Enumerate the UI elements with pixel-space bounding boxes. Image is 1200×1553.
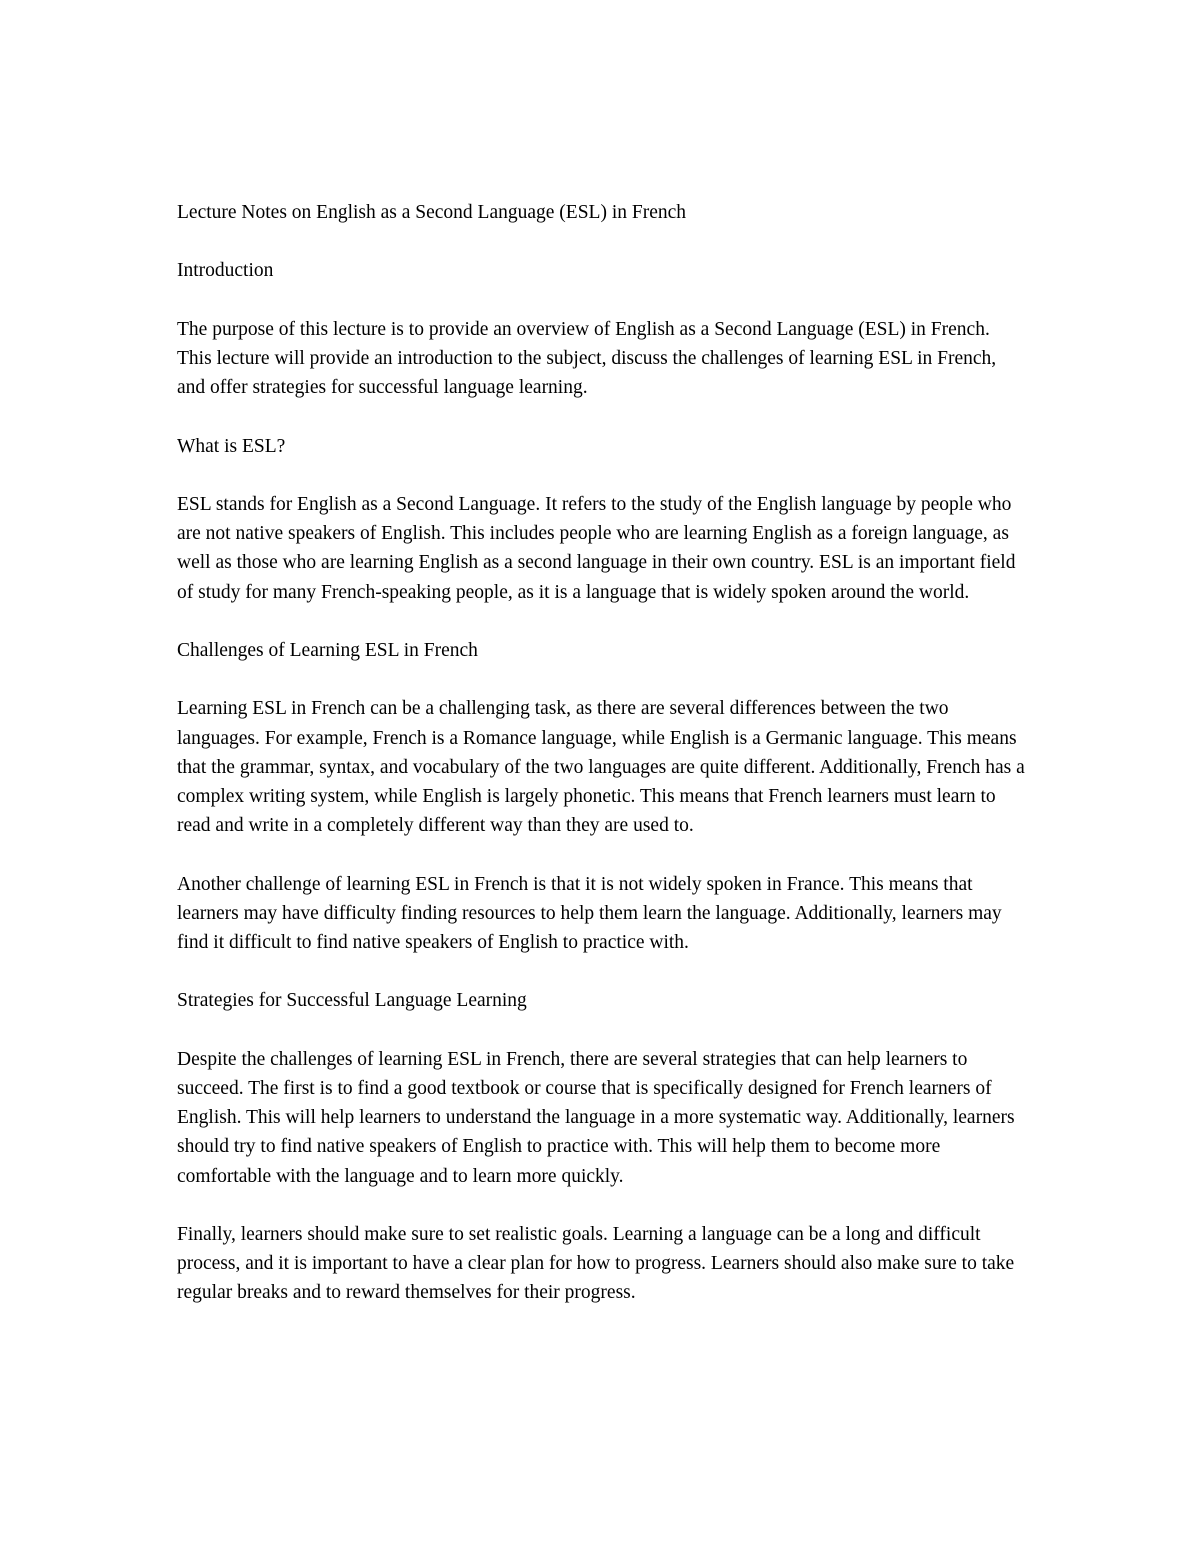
paragraph-strategies-1: Despite the challenges of learning ESL in French, there are several strategies that can help learners to succeed. The first is to find a good textbook or course that is specifically designed for French learners of English. This will help learners to understand the language in a more systematic way. Additionally, learners should try to find native speakers of English to practice with. This will help them to become more comfortable with the language and to learn more quickly.	[177, 1048, 1015, 1187]
document-title: Lecture Notes on English as a Second Language (ESL) in French	[177, 202, 687, 223]
document-body	[177, 198, 1025, 1337]
paragraph-challenges-1: Learning ESL in French can be a challenging task, as there are several differences between the two languages. For example, French is a Romance language, while English is a Germanic language. This means that the grammar, syntax, and vocabulary of the two languages are quite different. Additionally, French has a complex writing system, while English is largely phonetic. This means that French learners must learn to read and write in a completely different way than they are used to.	[177, 698, 1025, 837]
section-heading-what-is-esl: What is ESL?	[177, 435, 286, 457]
paragraph-strategies-2: Finally, learners should make sure to set realistic goals. Learning a language can be a long and difficult process, and it is important to have a clear plan for how to progress. Learners should also make sure to take regular breaks and to reward themselves for their progress.	[177, 1223, 1015, 1304]
section-heading-introduction: Introduction	[177, 260, 274, 282]
paragraph-introduction: The purpose of this lecture is to provide an overview of English as a Second Language (ESL) in French. This lecture will provide an introduction to the subject, discuss the challenges of learning ESL in French, and offer strategies for successful language learning.	[177, 318, 997, 399]
paragraph-what-is-esl: ESL stands for English as a Second Language. It refers to the study of the English language by people who are not native speakers of English. This includes people who are learning English as a foreign language, as well as those who are learning English as a second language in their own country. ESL is an important field of study for many French-speaking people, as it is a language that is widely spoken around the world.	[177, 493, 1016, 603]
section-heading-challenges: Challenges of Learning ESL in French	[177, 639, 478, 661]
paragraph-challenges-2: Another challenge of learning ESL in French is that it is not widely spoken in France. This means that learners may have difficulty finding resources to help them learn the language. Additionally, learners may find it difficult to find native speakers of English to practice with.	[177, 873, 1002, 953]
section-heading-strategies: Strategies for Successful Language Learning	[177, 990, 527, 1012]
